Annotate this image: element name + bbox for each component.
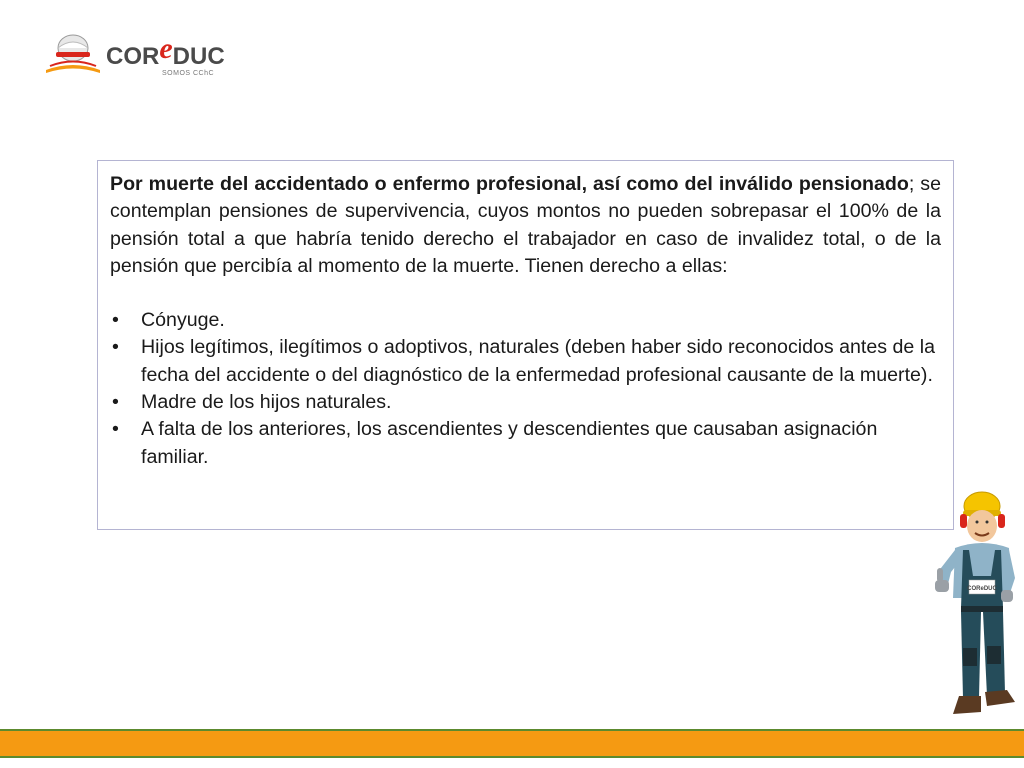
list-item <box>110 416 941 471</box>
bullet-icon: • <box>112 309 119 332</box>
list-item-text: Hijos legítimos, ilegítimos o adoptivos, naturales (deben haber sido reconocidos antes de la fecha del accidente o del diagnóstico de la enfermedad profesional causante de la muerte). <box>141 336 935 386</box>
hardhat-book-logo-icon <box>42 30 104 76</box>
construction-worker-mascot-icon <box>925 488 1020 728</box>
list-item <box>110 307 941 334</box>
intro-bold-text: Por muerte del accidentado o enfermo profesional, así como del inválido pensionado <box>110 173 909 195</box>
intro-rest-text: ; se contemplan pensiones de supervivencia, cuyos montos no pueden sobrepasar el 100% de la pensión total a que habría tenido derecho el trabajador en caso de invalidez total, o de la pensión que percibía al momento de la muerte. Tienen derecho a ellas: <box>110 173 941 277</box>
logo-wordmark <box>106 32 225 72</box>
list-item <box>110 334 941 389</box>
list-item <box>110 389 941 416</box>
list-item-text: A falta de los anteriores, los ascendientes y descendientes que causaban asignación familiar. <box>141 418 878 468</box>
footer-line <box>0 756 1024 758</box>
content-box <box>97 160 954 530</box>
bullet-icon: • <box>112 418 119 441</box>
beneficiaries-list <box>110 307 941 471</box>
logo-word-e: e <box>159 32 173 65</box>
bullet-icon: • <box>112 336 119 359</box>
list-item-text: Madre de los hijos naturales. <box>141 391 392 414</box>
logo-tagline: SOMOS CChC <box>162 70 215 77</box>
logo-word-pre: COR <box>106 43 160 70</box>
logo-word-post: DUC <box>172 43 225 70</box>
coreduc-logo <box>42 30 242 80</box>
worker-badge-text: COReDUC <box>967 586 997 592</box>
bullet-icon: • <box>112 391 119 414</box>
list-item-text: Cónyuge. <box>141 309 225 332</box>
intro-paragraph <box>110 171 941 280</box>
footer-bar <box>0 729 1024 756</box>
